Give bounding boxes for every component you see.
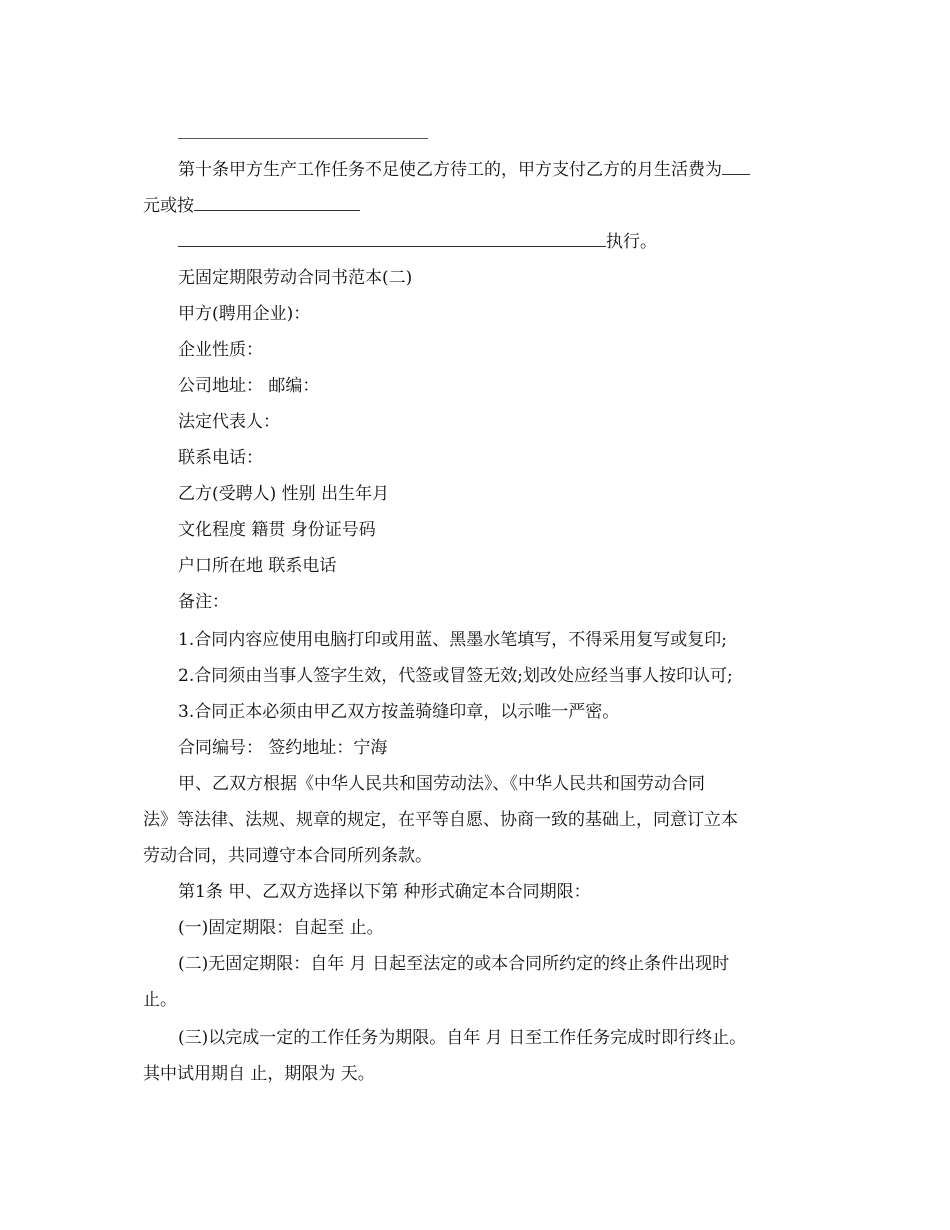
article-10-text-2: 元或按 xyxy=(143,196,194,216)
fill-blank-method xyxy=(178,230,606,247)
contract-number-line: 合同编号： 签约地址：宁海 xyxy=(178,738,388,758)
article-10-text-1: 第十条甲方生产工作任务不足使乙方待工的，甲方支付乙方的月生活费为 xyxy=(178,160,722,180)
term-option-3-line-1: (三)以完成一定的工作任务为期限。自年 月 日至工作任务完成时即行终止。 xyxy=(178,1028,747,1048)
term-option-3-line-2: 其中试用期自 止，期限为 天。 xyxy=(143,1064,375,1084)
article-10-text-3: 执行。 xyxy=(606,232,657,252)
household-line: 户口所在地 联系电话 xyxy=(178,556,337,576)
article-10-line-2 xyxy=(143,194,813,218)
contact-phone-line: 联系电话： xyxy=(178,448,263,468)
article-10-line-1 xyxy=(178,158,813,182)
intro-paragraph-line-3: 劳动合同，共同遵守本合同所列条款。 xyxy=(143,846,432,866)
intro-paragraph-line-1: 甲、乙双方根据《中华人民共和国劳动法》、《中华人民共和国劳动合同 xyxy=(178,774,705,794)
note-item-3: 3.合同正本必须由甲乙双方按盖骑缝印章，以示唯一严密。 xyxy=(178,702,620,722)
party-a-line: 甲方(聘用企业)： xyxy=(178,304,311,324)
top-blank-line xyxy=(178,138,428,139)
fill-blank-amount xyxy=(722,158,750,175)
education-line: 文化程度 籍贯 身份证号码 xyxy=(178,520,376,540)
term-option-1: (一)固定期限：自起至 止。 xyxy=(178,918,384,938)
note-item-1: 1.合同内容应使用电脑打印或用蓝、黑墨水笔填写，不得采用复写或复印; xyxy=(178,630,727,650)
legal-representative-line: 法定代表人： xyxy=(178,412,280,432)
term-option-2-line-2: 止。 xyxy=(143,990,177,1010)
template-title: 无固定期限劳动合同书范本(二) xyxy=(178,268,413,288)
party-b-line: 乙方(受聘人) 性别 出生年月 xyxy=(178,484,390,504)
notes-label: 备注： xyxy=(178,592,229,612)
intro-paragraph-line-2: 法》等法律、法规、规章的规定，在平等自愿、协商一致的基础上，同意订立本 xyxy=(143,810,738,830)
company-address-line: 公司地址： 邮编： xyxy=(178,376,320,396)
article-10-line-3 xyxy=(178,230,813,254)
enterprise-nature-line: 企业性质： xyxy=(178,340,263,360)
term-option-2-line-1: (二)无固定期限：自年 月 日起至法定的或本合同所约定的终止条件出现时 xyxy=(178,954,730,974)
article-1-line: 第1条 甲、乙双方选择以下第 种形式确定本合同期限： xyxy=(178,882,591,902)
note-item-2: 2.合同须由当事人签字生效，代签或冒签无效;划改处应经当事人按印认可; xyxy=(178,666,733,686)
fill-blank-standard xyxy=(194,194,360,211)
